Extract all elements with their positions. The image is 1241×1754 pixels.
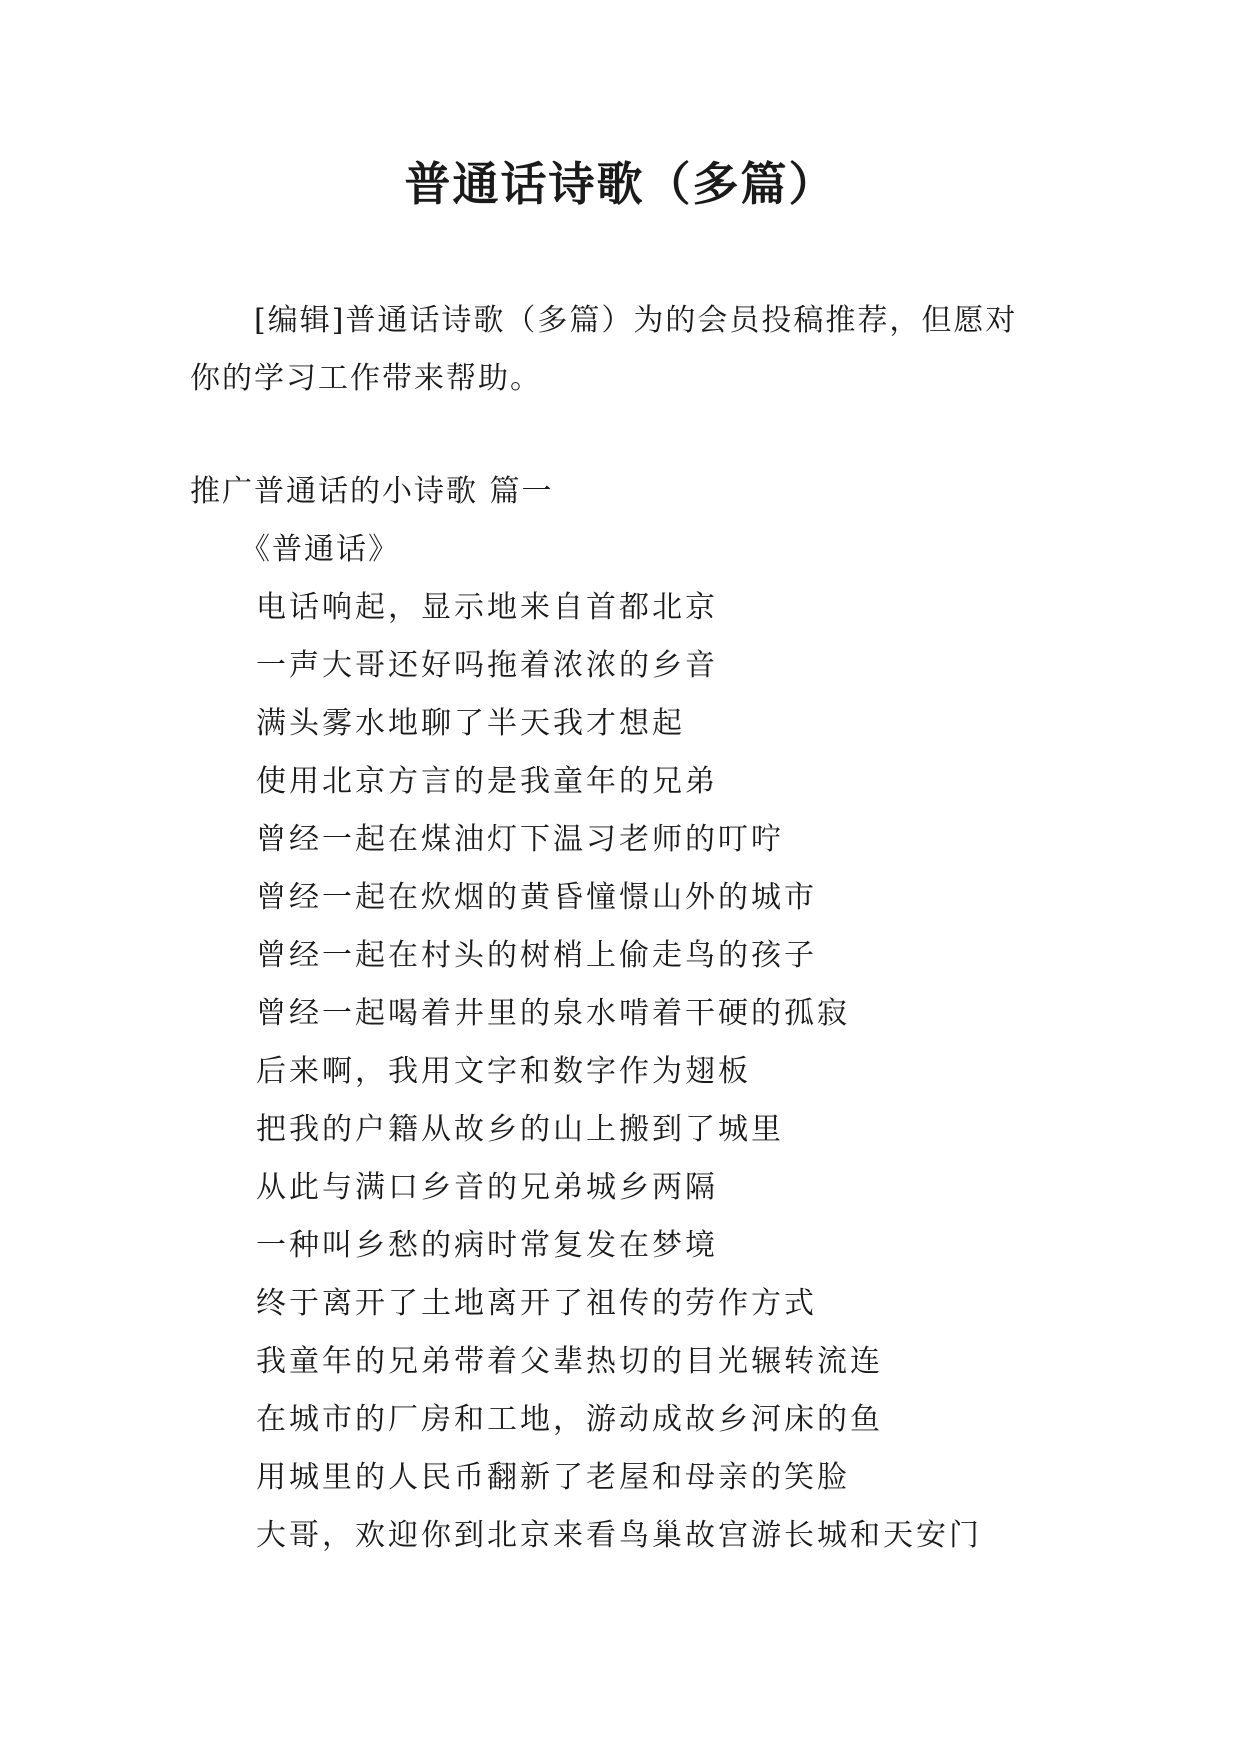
poem-line: 一声大哥还好吗拖着浓浓的乡音 [256,648,718,683]
poem-line: 曾经一起喝着井里的泉水啃着干硬的孤寂 [256,996,850,1031]
intro-line: 你的学习工作带来帮助。 [190,361,542,396]
section-heading: 推广普通话的小诗歌 篇一 [190,474,554,509]
poem-line: 曾经一起在村头的树梢上偷走鸟的孩子 [256,938,817,973]
poem-line: 一种叫乡愁的病时常复发在梦境 [256,1228,718,1263]
poem-line: 曾经一起在炊烟的黄昏憧憬山外的城市 [256,880,817,915]
poem-line: 我童年的兄弟带着父辈热切的目光辗转流连 [256,1344,883,1379]
document-title: 普通话诗歌（多篇） [404,157,837,211]
poem-line: 把我的户籍从故乡的山上搬到了城里 [256,1112,784,1147]
poem-line: 使用北京方言的是我童年的兄弟 [256,764,718,799]
poem-line: 在城市的厂房和工地，游动成故乡河床的鱼 [256,1402,883,1437]
poem-title: 《普通话》 [240,532,400,567]
poem-line: 满头雾水地聊了半天我才想起 [256,706,685,741]
poem-line: 曾经一起在煤油灯下温习老师的叮咛 [256,822,784,857]
intro-line: [编辑]普通话诗歌（多篇）为的会员投稿推荐，但愿对 [254,303,1018,338]
poem-body [256,579,1156,1565]
poem-line: 从此与满口乡音的兄弟城乡两隔 [256,1170,718,1205]
poem-line: 大哥，欢迎你到北京来看鸟巢故宫游长城和天安门 [256,1518,982,1553]
intro-paragraph [190,292,1070,408]
poem-line: 后来啊，我用文字和数字作为翅板 [256,1054,751,1089]
poem-line: 终于离开了土地离开了祖传的劳作方式 [256,1286,817,1321]
poem-line: 用城里的人民币翻新了老屋和母亲的笑脸 [256,1460,850,1495]
poem-line: 电话响起，显示地来自首都北京 [256,590,718,625]
